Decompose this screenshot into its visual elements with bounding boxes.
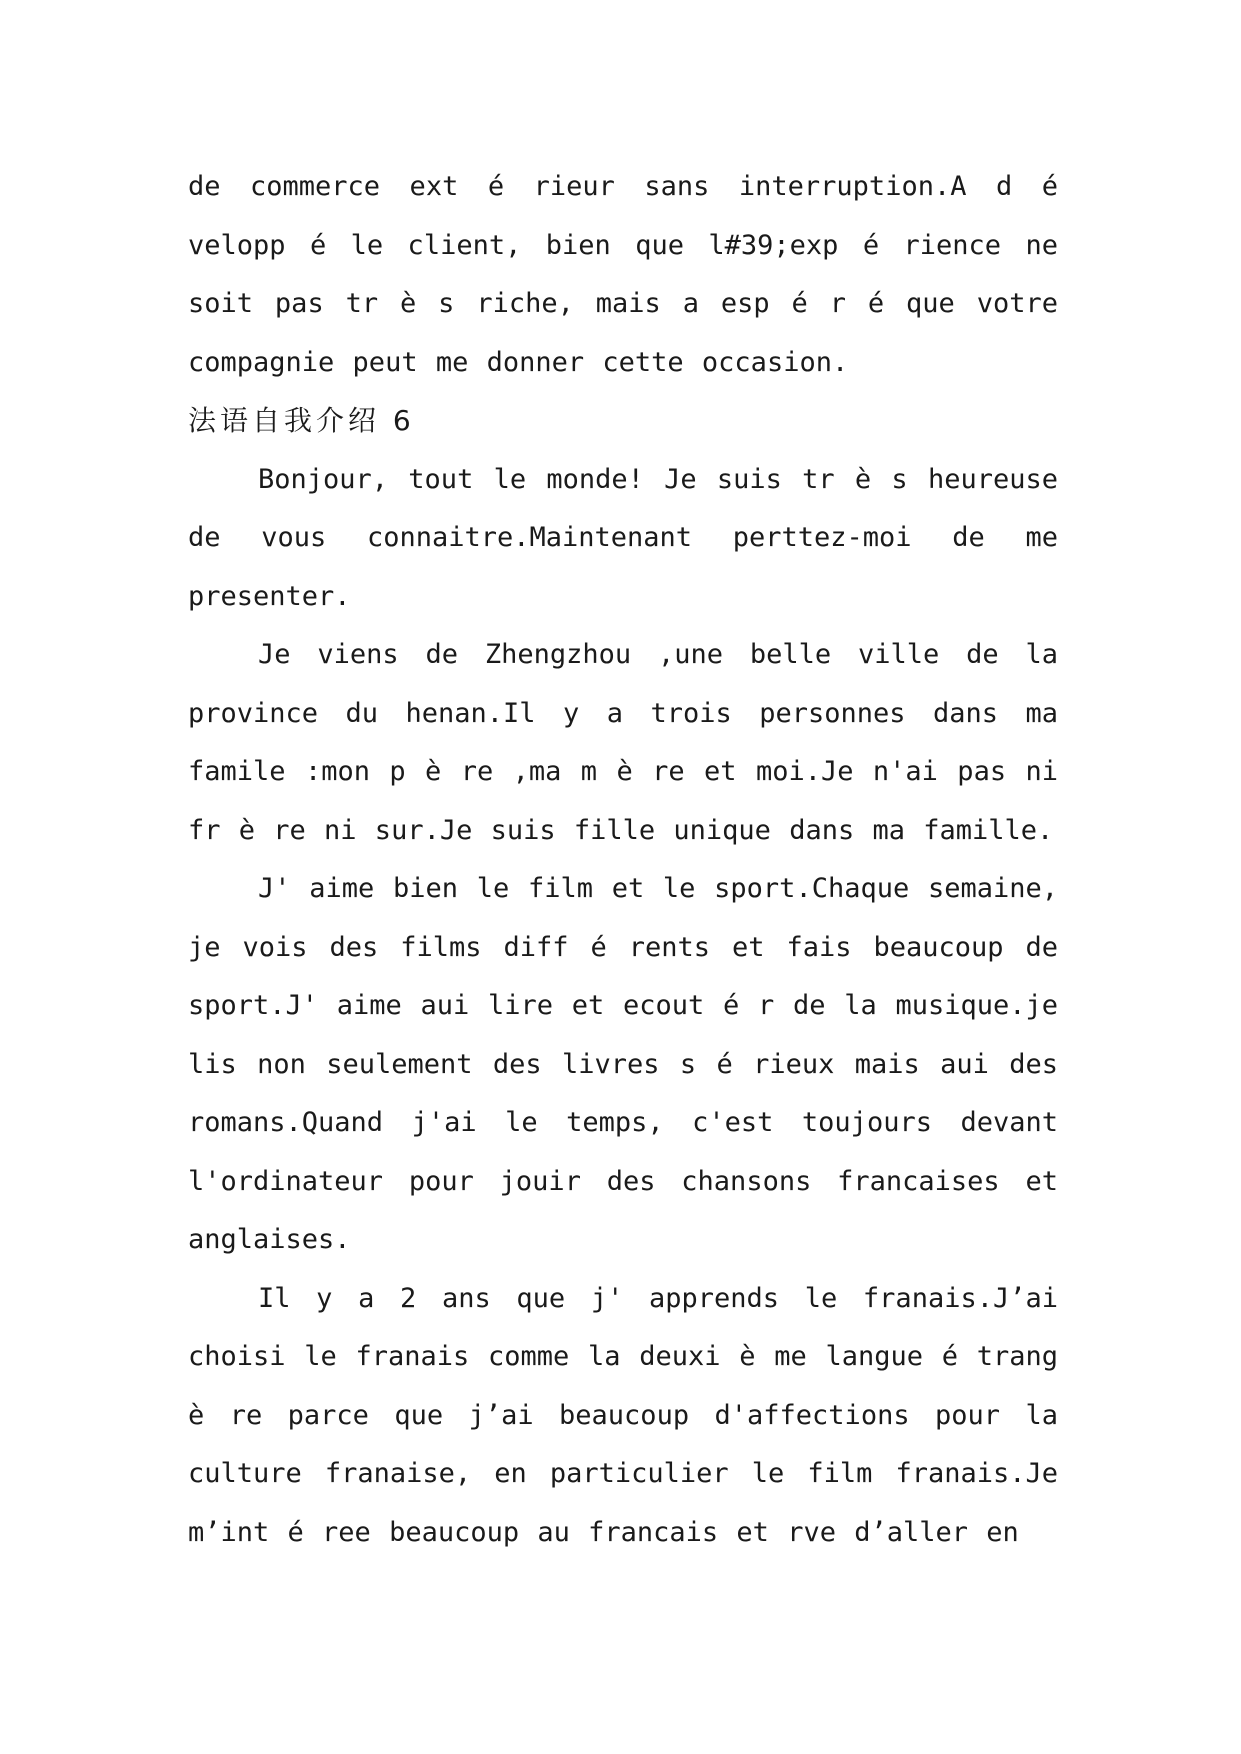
paragraph-hometown: Je viens de Zhengzhou ,une belle ville de la province du henan.Il y a trois personnes dans ma famile :mon p è re ,ma m è re et moi.Je n'ai pas ni fr è re ni sur.Je suis fille unique dans ma famille. [188, 639, 1058, 846]
section-heading: 法语自我介绍 6 [188, 404, 415, 437]
paragraph-hobbies: J' aime bien le film et le sport.Chaque semaine, je vois des films diff é rents et fais beaucoup de sport.J' aime aui lire et ecout é r de la musique.je lis non seulement des livres s é rieux mais aui des romans.Quand j'ai le temps, c'est toujours devant l'ordinateur pour jouir des chansons francaises et anglaises. [188, 873, 1058, 1255]
continuation-paragraph: de commerce ext é rieur sans interruption.A d é velopp é le client, bien que l#39;exp é rience ne soit pas tr è s riche, mais a esp é r é que votre compagnie peut me donner cette occasion. [188, 171, 1058, 378]
paragraph-french-study: Il y a 2 ans que j' apprends le franais.J’ai choisi le franais comme la deuxi è me langue é trang è re parce que j’ai beaucoup d'affections pour la culture franaise, en particulier le film franais.Je m’int é ree beaucoup au francais et rve d’aller en [188, 1282, 1058, 1548]
paragraph-greeting: Bonjour, tout le monde! Je suis tr è s heureuse de vous connaitre.Maintenant perttez-moi de me presenter. [188, 463, 1058, 612]
page-content [188, 158, 1058, 1562]
